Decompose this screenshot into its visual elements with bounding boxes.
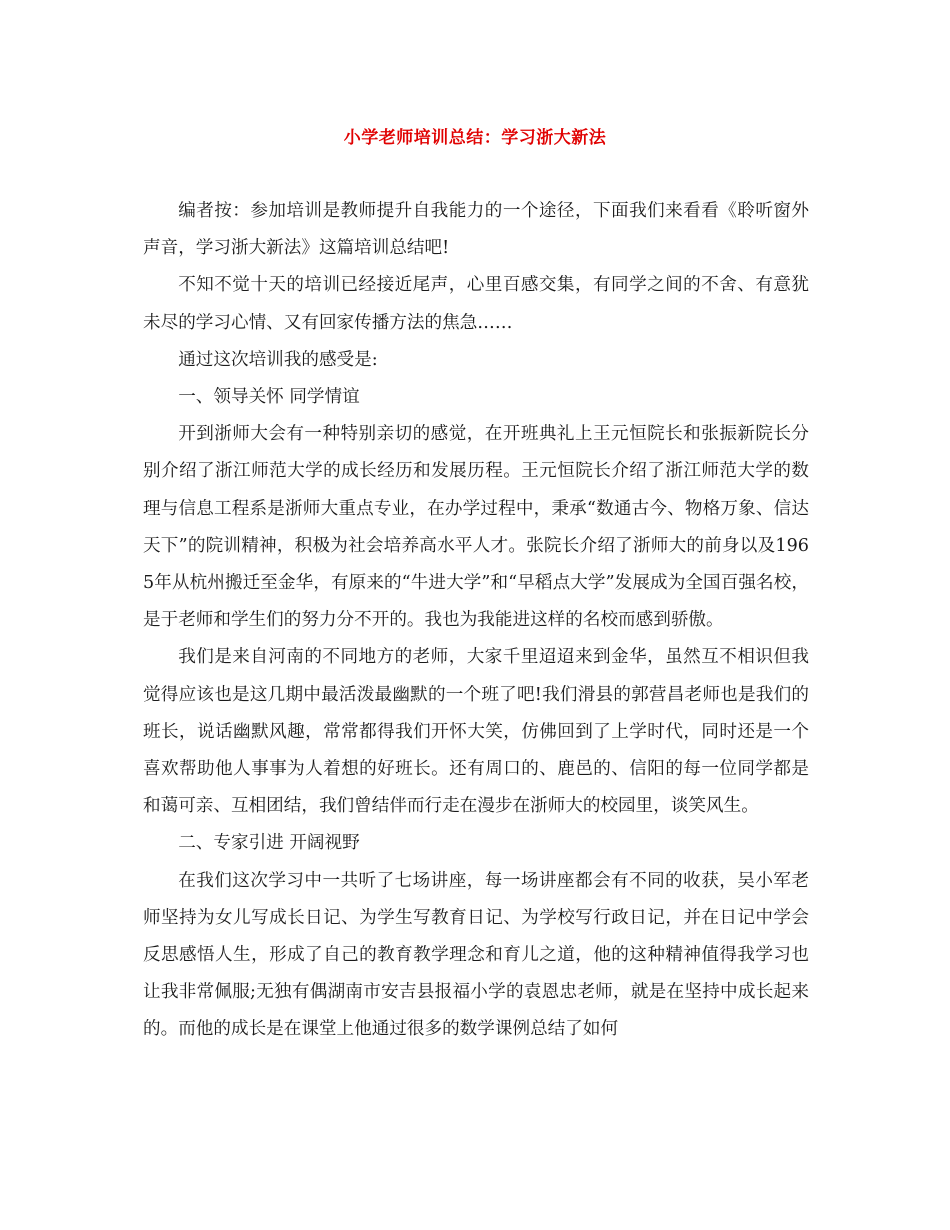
editor-note-paragraph: 编者按：参加培训是教师提升自我能力的一个途径，下面我们来看看《聆听窗外声音，学习浙大新法》这篇培训总结吧!	[143, 201, 809, 259]
section-heading-2: 二、专家引进 开阔视野	[178, 833, 360, 854]
section-1-paragraph-1: 开到浙师大会有一种特别亲切的感觉，在开班典礼上王元恒院长和张振新院长分别介绍了浙江师范大学的成长经历和发展历程。王元恒院长介绍了浙江师范大学的数理与信息工程系是浙师大重点专业，在办学过程中，秉承“数通古今、物格万象、信达天下”的院训精神，积极为社会培养高水平人才。张院长介绍了浙师大的前身以及1965年从杭州搬迁至金华，有原来的“牛进大学”和“早稻点大学”发展成为全国百强名校，是于老师和学生们的努力分不开的。我也为我能进这样的名校而感到骄傲。	[143, 424, 809, 631]
section-heading-1: 一、领导关怀 同学情谊	[178, 387, 360, 408]
feelings-lead-paragraph: 通过这次培训我的感受是:	[178, 349, 378, 370]
document-body	[143, 193, 809, 1049]
document-title: 小学老师培训总结：学习浙大新法	[343, 128, 607, 148]
section-2-paragraph-1: 在我们这次学习中一共听了七场讲座，每一场讲座都会有不同的收获，吴小军老师坚持为女儿写成长日记、为学生写教育日记、为学校写行政日记，并在日记中学会反思感悟人生，形成了自己的教育教学理念和育儿之道，他的这种精神值得我学习也让我非常佩服;无独有偶湖南市安吉县报福小学的袁恩忠老师，就是在坚持中成长起来的。而他的成长是在课堂上他通过很多的数学课例总结了如何	[143, 870, 809, 1040]
section-1-paragraph-2: 我们是来自河南的不同地方的老师，大家千里迢迢来到金华，虽然互不相识但我觉得应该也是这几期中最活泼最幽默的一个班了吧!我们滑县的郭营昌老师也是我们的班长，说话幽默风趣，常常都得我们开怀大笑，仿佛回到了上学时代，同时还是一个喜欢帮助他人事事为人着想的好班长。还有周口的、鹿邑的、信阳的每一位同学都是和蔼可亲、互相团结，我们曾结伴而行走在漫步在浙师大的校园里，谈笑风生。	[143, 647, 809, 817]
intro-paragraph: 不知不觉十天的培训已经接近尾声，心里百感交集，有同学之间的不舍、有意犹未尽的学习心情、又有回家传播方法的焦急……	[143, 275, 809, 333]
